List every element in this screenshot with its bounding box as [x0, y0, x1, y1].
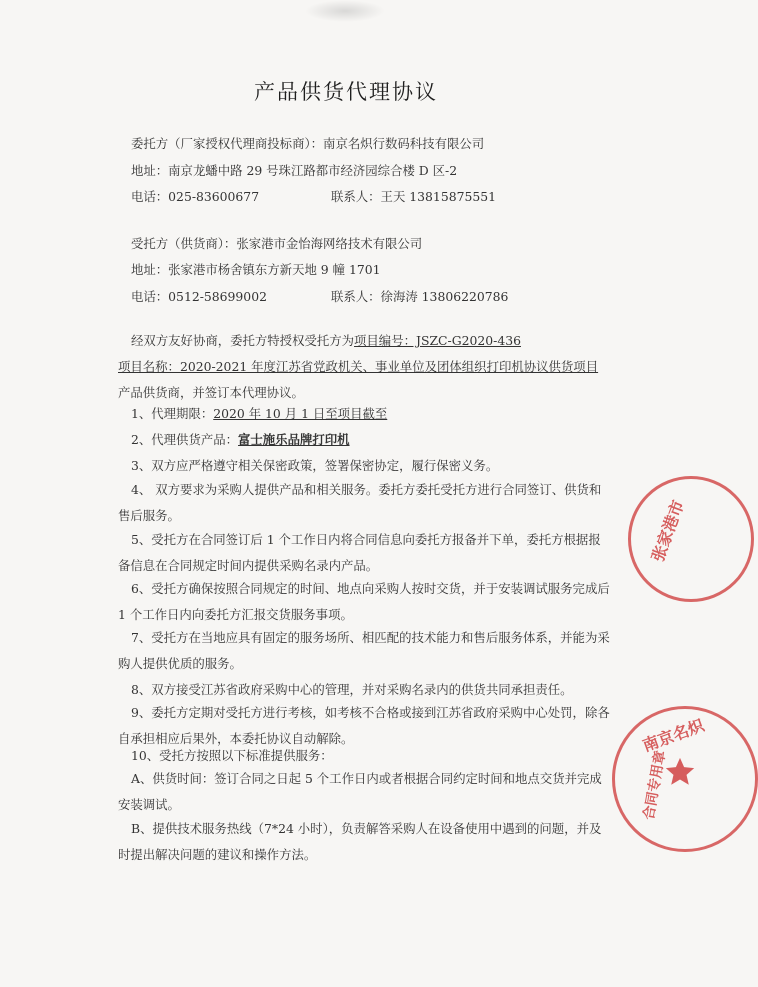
clause-1-date: 2020 年 10 月 1 日至项目截至	[213, 406, 388, 421]
seal-upper-text: 张家港市	[648, 497, 688, 565]
party-b-contact: 联系人：徐海涛 13806220786	[331, 289, 509, 304]
contract-seal-lower	[612, 706, 758, 852]
clause-2-prefix: 2、代理供货产品：	[131, 432, 239, 447]
document-title: 产品供货代理协议	[254, 80, 438, 104]
scan-smudge	[305, 0, 385, 22]
intro-part1: 经双方友好协商，委托方特授权受托方为	[131, 333, 355, 348]
party-a-address: 地址：南京龙蟠中路 29 号珠江路都市经济园综合楼 D 区-2	[131, 163, 458, 178]
clause-10a: A、供货时间：签订合同之日起 5 个工作日内或者根据合同约定时间和地点交货并完成安装调试。	[118, 771, 602, 812]
intro-paragraph	[118, 328, 610, 406]
clause-10b: B、提供技术服务热线（7*24 小时），负责解答采购人在设备使用中遇到的问题，并及时提出解决问题的建议和操作方法。	[118, 821, 602, 862]
party-b-label: 受托方（供货商）：张家港市金怡海网络技术有限公司	[131, 236, 423, 251]
clause-10: 10、受托方按照以下标准提供服务：	[131, 748, 333, 763]
party-a-label: 委托方（厂家授权代理商投标商）：南京名炽行数码科技有限公司	[131, 136, 485, 151]
intro-project-no: 项目编号：JSZC-G2020-436	[354, 333, 521, 348]
clause-2	[131, 432, 350, 448]
seal-lower-subtext: 合同专用章	[641, 749, 669, 822]
clause-4: 4、 双方要求为采购人提供产品和相关服务。委托方委托受托方进行合同签订、供货和售后服务。	[118, 482, 602, 523]
clause-1-prefix: 1、代理期限：	[131, 406, 214, 421]
clause-6: 6、受托方确保按照合同规定的时间、地点向采购人按时交货，并于安装调试服务完成后 1 个工作日内向委托方汇报交货服务事项。	[118, 581, 610, 622]
company-seal-upper	[628, 476, 754, 602]
clause-8: 8、双方接受江苏省政府采购中心的管理，并对采购名录内的供货共同承担责任。	[131, 682, 573, 697]
clause-9: 9、委托方定期对受托方进行考核，如考核不合格或接到江苏省政府采购中心处罚，除各自承担相应后果外，本委托协议自动解除。	[118, 705, 610, 746]
intro-project-name: 项目名称：2020-2021 年度江苏省党政机关、事业单位及团体组织打印机协议供货项目	[118, 359, 599, 374]
seal-lower-text: 南京名炽	[640, 715, 707, 756]
party-b-phone: 电话：0512-58699002	[131, 289, 267, 304]
clause-7: 7、受托方在当地应具有固定的服务场所、相匹配的技术能力和售后服务体系，并能为采购人提供优质的服务。	[118, 630, 610, 671]
clause-2-product: 富士施乐品牌打印机	[238, 432, 350, 447]
party-a-phone: 电话：025-83600677	[131, 189, 260, 204]
clause-5: 5、受托方在合同签订后 1 个工作日内将合同信息向委托方报备并下单，委托方根据报备信息在合同规定时间内提供采购名录内产品。	[118, 532, 601, 573]
clause-1	[131, 406, 387, 422]
clause-3: 3、双方应严格遵守相关保密政策，签署保密协定，履行保密义务。	[131, 458, 499, 473]
party-b-address: 地址：张家港市杨舍镇东方新天地 9 幢 1701	[131, 262, 381, 277]
star-icon	[663, 755, 697, 789]
party-a-contact: 联系人：王天 13815875551	[331, 189, 496, 204]
intro-part2: 产品供货商，并签订本代理协议。	[118, 385, 304, 400]
